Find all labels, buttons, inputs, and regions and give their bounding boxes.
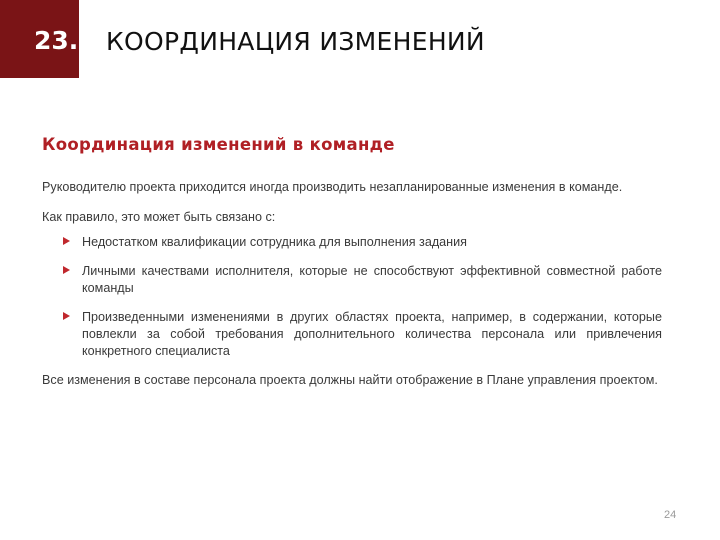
arrow-bullet-icon <box>63 237 70 245</box>
list-item-text: Произведенными изменениями в других областях проекта, например, в содержании, которые повлекли за собой требования дополнительного количества персонала или привлечения конкретного специалиста <box>82 310 662 358</box>
reasons-list <box>42 234 662 360</box>
section-subtitle: Координация изменений в команде <box>42 135 395 154</box>
list-item <box>82 234 662 251</box>
list-item-text: Личными качествами исполнителя, которые не способствуют эффективной совместной работе команды <box>82 264 662 295</box>
intro-paragraph: Руководителю проекта приходится иногда производить незапланированные изменения в команде. <box>42 180 623 194</box>
arrow-bullet-icon <box>63 266 70 274</box>
page-number: 24 <box>664 509 677 521</box>
lead-in-paragraph: Как правило, это может быть связано с: <box>42 210 276 224</box>
arrow-bullet-icon <box>63 312 70 320</box>
slide-number: 23. <box>34 26 79 55</box>
slide-title: КООРДИНАЦИЯ ИЗМЕНЕНИЙ <box>106 27 485 56</box>
list-item-text: Недостатком квалификации сотрудника для выполнения задания <box>82 235 467 249</box>
slide-content <box>42 136 662 389</box>
closing-paragraph: Все изменения в составе персонала проекта должны найти отображение в Плане управления проектом. <box>42 373 658 387</box>
list-item <box>82 309 662 360</box>
slide-number-box <box>0 0 79 78</box>
list-item <box>82 263 662 297</box>
